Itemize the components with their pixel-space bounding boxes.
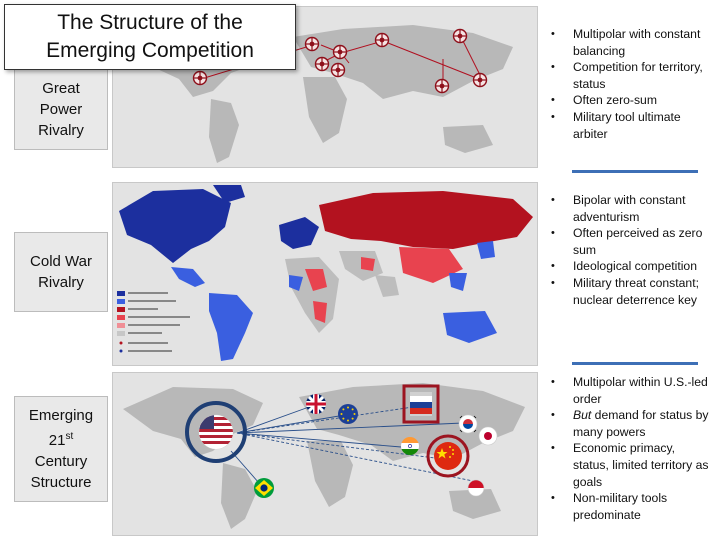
emerging-bullets — [549, 374, 714, 523]
indonesia-flag-icon — [468, 480, 484, 496]
crosshair-icon — [436, 80, 449, 93]
label-line: Emerging — [28, 407, 94, 424]
uk-flag-icon — [306, 394, 326, 414]
crosshair-icon — [332, 64, 345, 77]
india-flag-icon — [401, 437, 419, 455]
cold-war-map-svg — [113, 183, 537, 365]
cold-war-bullets — [549, 192, 714, 308]
label-great-power-rivalry — [14, 68, 108, 150]
bullet-text: Military threat constant; nuclear deterrence key — [573, 275, 699, 307]
bullet-item — [549, 26, 714, 59]
emerging-flags — [112, 372, 536, 534]
crosshair-icon — [474, 74, 487, 87]
label-line-21st — [49, 426, 73, 451]
label-21st: 21st — [48, 431, 74, 449]
slide-title — [4, 4, 296, 70]
cold-war-map — [112, 182, 538, 366]
section-divider — [572, 170, 698, 173]
title-line-1: The Structure of the — [57, 11, 243, 34]
bullet-text: Bipolar with constant adventurism — [573, 193, 686, 224]
bullet-text: Multipolar within U.S.-led order — [573, 375, 708, 406]
bullet-text: demand for status by many powers — [573, 408, 709, 439]
title-line-2: Emerging Competition — [46, 39, 254, 62]
bullet-item — [549, 92, 714, 109]
bullet-text: Non-military tools predominate — [573, 491, 668, 522]
label-line: Rivalry — [38, 121, 84, 139]
crosshair-icon — [376, 34, 389, 47]
bullet-item — [549, 192, 714, 225]
bullet-text: Economic primacy, status, limited territory as goals — [573, 441, 709, 489]
bullet-text: Often perceived as zero sum — [573, 226, 703, 257]
bullet-item — [549, 407, 714, 440]
china-flag-icon — [428, 436, 468, 476]
bullet-text: Often zero-sum — [573, 93, 657, 108]
bullet-item — [549, 258, 714, 275]
flag-layer — [112, 372, 536, 534]
bullet-item — [549, 59, 714, 92]
japan-flag-icon — [479, 427, 497, 445]
south-korea-flag-icon — [459, 415, 477, 433]
label-emerging-21st-century-structure — [14, 396, 108, 502]
eu-flag-icon — [338, 404, 358, 424]
label-cold-war-rivalry — [14, 232, 108, 312]
cold-war-map-legend — [117, 291, 190, 353]
crosshair-icon — [306, 38, 319, 51]
brazil-flag-icon — [254, 478, 274, 498]
bullet-text: Competition for territory, status — [573, 60, 703, 91]
crosshair-icon — [194, 72, 207, 85]
bullet-item — [549, 109, 714, 142]
bullet-item — [549, 225, 714, 258]
section-divider — [572, 362, 698, 365]
label-line: Power — [39, 100, 83, 118]
label-line: Rivalry — [38, 274, 84, 291]
crosshair-icon — [454, 30, 467, 43]
crosshair-icon — [316, 58, 329, 71]
bullet-text: Military tool ultimate arbiter — [573, 109, 681, 141]
bullet-text: Multipolar with constant balancing — [573, 27, 701, 58]
bullet-item — [549, 490, 714, 523]
label-line: Century — [34, 453, 88, 470]
bullet-emphasis: But — [573, 408, 592, 423]
ordinal-suffix: st — [65, 431, 74, 442]
great-power-bullets — [549, 26, 714, 142]
label-line: Cold War — [30, 253, 92, 270]
bullet-text: Ideological competition — [573, 259, 697, 274]
label-line: Structure — [30, 474, 92, 491]
usa-flag-icon — [187, 403, 245, 461]
bullet-item — [549, 440, 714, 490]
bullet-item — [549, 275, 714, 308]
russia-flag-icon — [404, 386, 438, 422]
crosshair-icon — [334, 46, 347, 59]
label-line: Great — [42, 79, 80, 97]
bullet-item — [549, 374, 714, 407]
